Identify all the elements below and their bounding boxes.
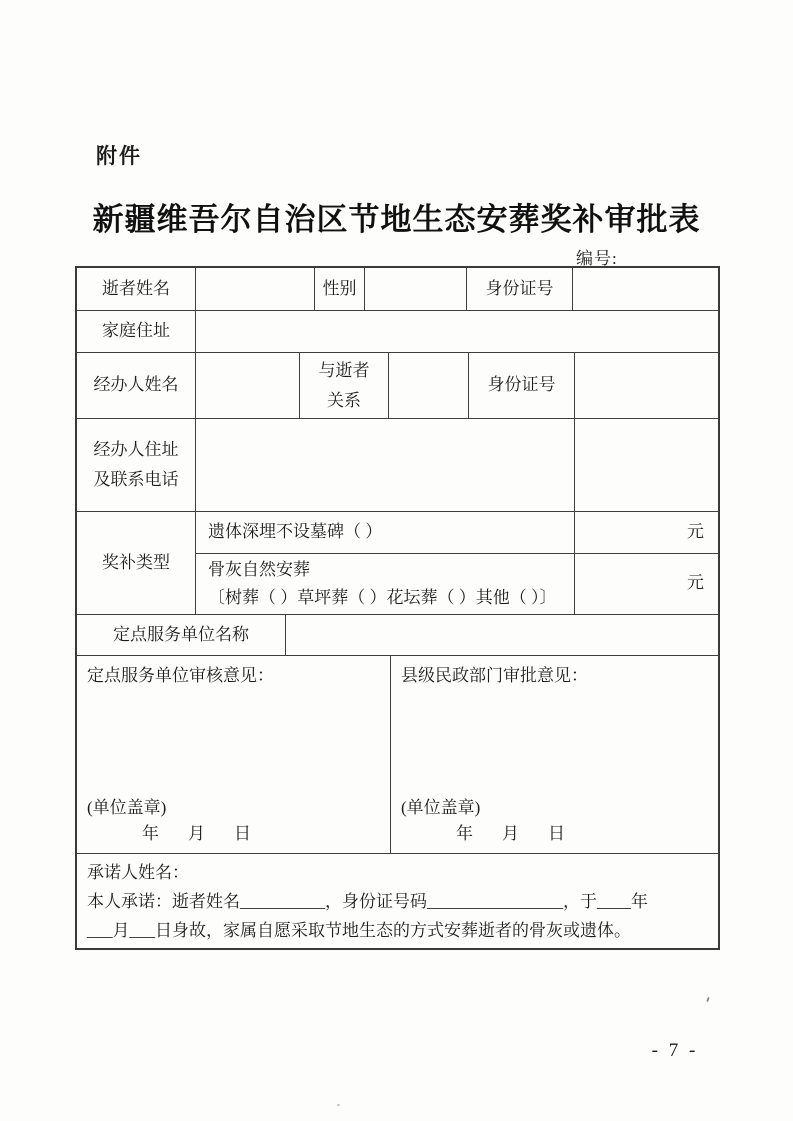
agent-relation-label-line2: 关系 [327,390,361,410]
commitment-line2: 本人承诺：逝者姓名__________，身份证号码________________，于____年 [87,891,648,911]
approval-form-table [75,266,720,950]
subsidy-option1-unit: 元 [687,521,704,541]
agent-contact-label [77,419,196,511]
scan-artifact [337,1104,340,1106]
subsidy-option1-unit-cell [575,512,718,553]
deceased-id-value-cell [573,268,718,310]
subsidy-options [196,512,718,614]
deceased-id-label: 身份证号 [467,268,573,310]
row-deceased [77,268,718,311]
row-home-address [77,311,718,353]
subsidy-option2-line1: 骨灰自然安葬 [208,559,310,579]
row-agent-contact [77,419,718,512]
commitment-line3: ___月___日身故，家属自愿采取节地生态的方式安葬逝者的骨灰或遗体。 [87,920,631,940]
scan-artifact [706,997,710,1002]
deceased-name-label: 逝者姓名 [77,268,196,310]
page-title: 新疆维吾尔自治区节地生态安葬奖补审批表 [92,202,701,237]
subsidy-option1-text: 遗体深埋不设墓碑（ ） [196,512,575,553]
agent-relation-value-cell [389,353,469,418]
subsidy-option2-row [196,554,718,614]
gender-label: 性别 [315,268,365,310]
civil-affairs-approval-cell [391,656,718,853]
civil-affairs-date-line: 年 月 日 [456,824,571,843]
subsidy-option2-unit: 元 [687,573,704,593]
agent-id-label: 身份证号 [469,353,575,418]
subsidy-option1-row [196,512,718,554]
row-review-opinions [77,656,718,854]
service-unit-stamp-block [87,795,380,847]
agent-name-value-cell [196,353,300,418]
row-agent [77,353,718,419]
subsidy-option2-line2: 〔树葬（ ）草坪葬（ ）花坛葬（ ）其他（ ）〕 [208,587,557,607]
agent-id-value-cell [575,353,718,418]
agent-contact-value-cell [196,419,575,511]
civil-affairs-stamp-label: (单位盖章) [401,798,481,817]
agent-name-label: 经办人姓名 [77,353,196,418]
row-service-unit [77,615,718,656]
service-unit-stamp-label: (单位盖章) [87,798,167,817]
agent-relation-label-line1: 与逝者 [318,360,370,380]
deceased-name-value-cell [196,268,315,310]
agent-contact-side-cell [575,419,718,511]
civil-affairs-stamp-block [401,795,708,847]
row-subsidy-type [77,512,718,615]
service-unit-label: 定点服务单位名称 [77,615,286,655]
agent-contact-label-line2: 及联系电话 [93,470,179,489]
commitment-cell [77,854,718,948]
attachment-label: 附件 [96,145,142,168]
service-unit-date-line: 年 月 日 [142,824,257,843]
subsidy-type-label: 奖补类型 [77,512,196,614]
form-number-label: 编号: [576,249,618,268]
page-number: - 7 - [651,1040,699,1061]
service-unit-review-cell [77,656,391,853]
civil-affairs-approval-title: 县级民政部门审批意见： [401,666,588,685]
service-unit-value-cell [286,615,718,655]
agent-contact-label-line1: 经办人住址 [93,440,179,459]
service-unit-review-title: 定点服务单位审核意见： [87,666,274,685]
row-commitment [77,854,718,948]
agent-relation-label [300,353,389,418]
gender-value-cell [365,268,467,310]
home-address-label: 家庭住址 [77,311,196,352]
home-address-value-cell [196,311,718,352]
subsidy-option2-text [196,554,575,614]
subsidy-option2-unit-cell [575,554,718,614]
commitment-line1: 承诺人姓名： [87,862,189,882]
